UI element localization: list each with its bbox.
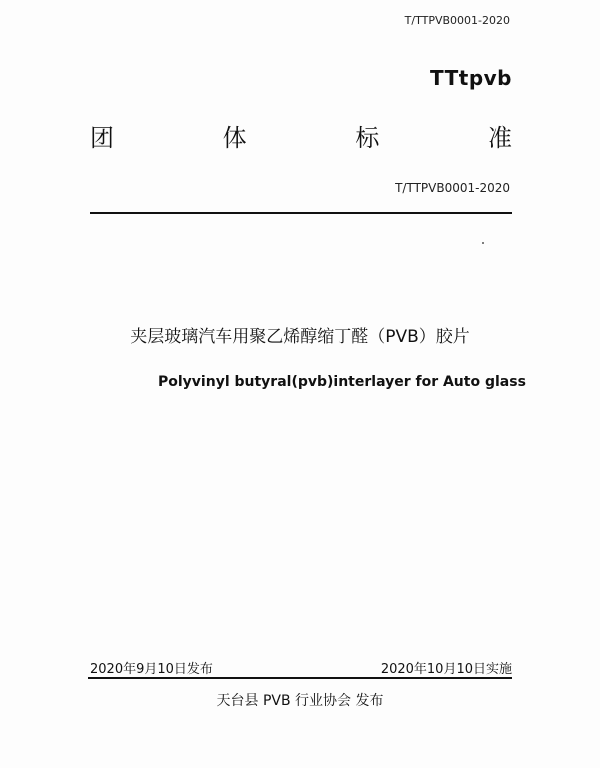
standard-type-char: 准 — [487, 124, 512, 152]
document-title-chinese: 夹层玻璃汽车用聚乙烯醇缩丁醛（PVB）胶片 — [130, 327, 470, 347]
document-title-english: Polyvinyl butyral(pvb)interlayer for Auto glass — [158, 374, 526, 390]
publisher-line: 天台县 PVB 行业协会 发布 — [216, 693, 384, 709]
standard-code: T/TTPVB0001-2020 — [395, 181, 510, 195]
header-divider — [90, 212, 512, 214]
implementation-date: 2020年10月10日实施 — [380, 662, 512, 677]
standard-type-char: 团 — [90, 124, 114, 152]
standard-type-char: 体 — [222, 124, 247, 152]
scan-speck — [482, 242, 484, 244]
standard-type-heading — [90, 118, 512, 153]
top-standard-code: T/TTPVB0001-2020 — [404, 14, 510, 27]
org-logo-text: TTtpvb — [430, 66, 512, 90]
footer-divider — [88, 677, 512, 679]
issue-date: 2020年9月10日发布 — [90, 662, 213, 677]
standard-type-char: 标 — [355, 124, 380, 152]
date-row — [90, 658, 512, 677]
